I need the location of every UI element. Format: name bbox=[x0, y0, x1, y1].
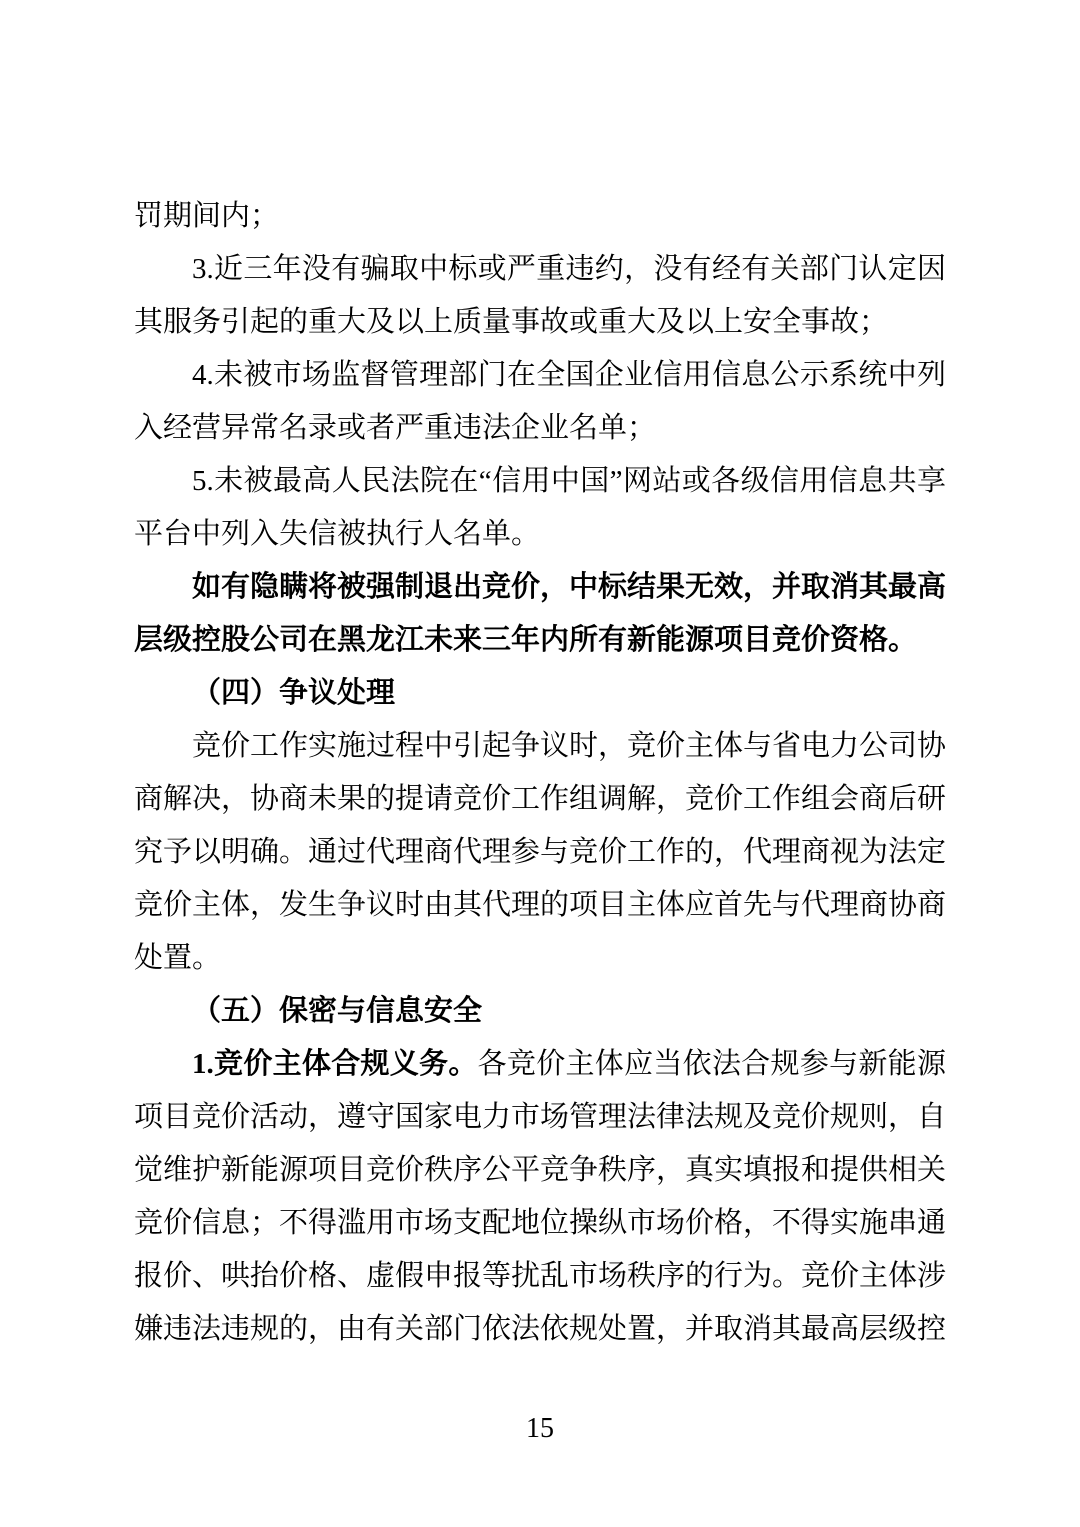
page-number: 15 bbox=[526, 1413, 554, 1444]
paragraph-compliance-obligations bbox=[134, 1038, 946, 1356]
paragraph-compliance-body: 各竞价主体应当依法合规参与新能源项目竞价活动，遵守国家电力市场管理法律法规及竞价规则，自觉维护新能源项目竞价秩序公平竞争秩序，真实填报和提供相关竞价信息；不得滥用市场支配地位操纵市场价格，不得实施串通报价、哄抬价格、虚假申报等扰乱市场秩序的行为。竞价主体涉嫌违法违规的，由有关部门依法依规处置，并取消其最高层级控 bbox=[134, 1048, 947, 1345]
paragraph-warning: 如有隐瞒将被强制退出竞价，中标结果无效，并取消其最高层级控股公司在黑龙江未来三年内所有新能源项目竞价资格。 bbox=[134, 571, 947, 656]
paragraph-dispute-handling: 竞价工作实施过程中引起争议时，竞价主体与省电力公司协商解决，协商未果的提请竞价工作组调解，竞价工作组会商后研究予以明确。通过代理商代理参与竞价工作的，代理商视为法定竞价主体，发生争议时由其代理的项目主体应首先与代理商协商处置。 bbox=[134, 730, 947, 974]
paragraph-continuation: 罚期间内； bbox=[134, 200, 280, 232]
paragraph-compliance-lead: 1.竞价主体合规义务。 bbox=[192, 1048, 478, 1080]
section-heading-dispute-handling: （四）争议处理 bbox=[192, 677, 396, 709]
section-heading-confidentiality: （五）保密与信息安全 bbox=[192, 995, 483, 1027]
paragraph-item-5: 5.未被最高人民法院在“信用中国”网站或各级信用信息共享平台中列入失信被执行人名单。 bbox=[134, 465, 946, 550]
paragraph-item-3: 3.近三年没有骗取中标或严重违约，没有经有关部门认定因其服务引起的重大及以上质量事故或重大及以上安全事故； bbox=[134, 253, 946, 338]
paragraph-item-4: 4.未被市场监督管理部门在全国企业信用信息公示系统中列入经营异常名录或者严重违法企业名单； bbox=[134, 359, 946, 444]
document-body bbox=[134, 190, 946, 1356]
